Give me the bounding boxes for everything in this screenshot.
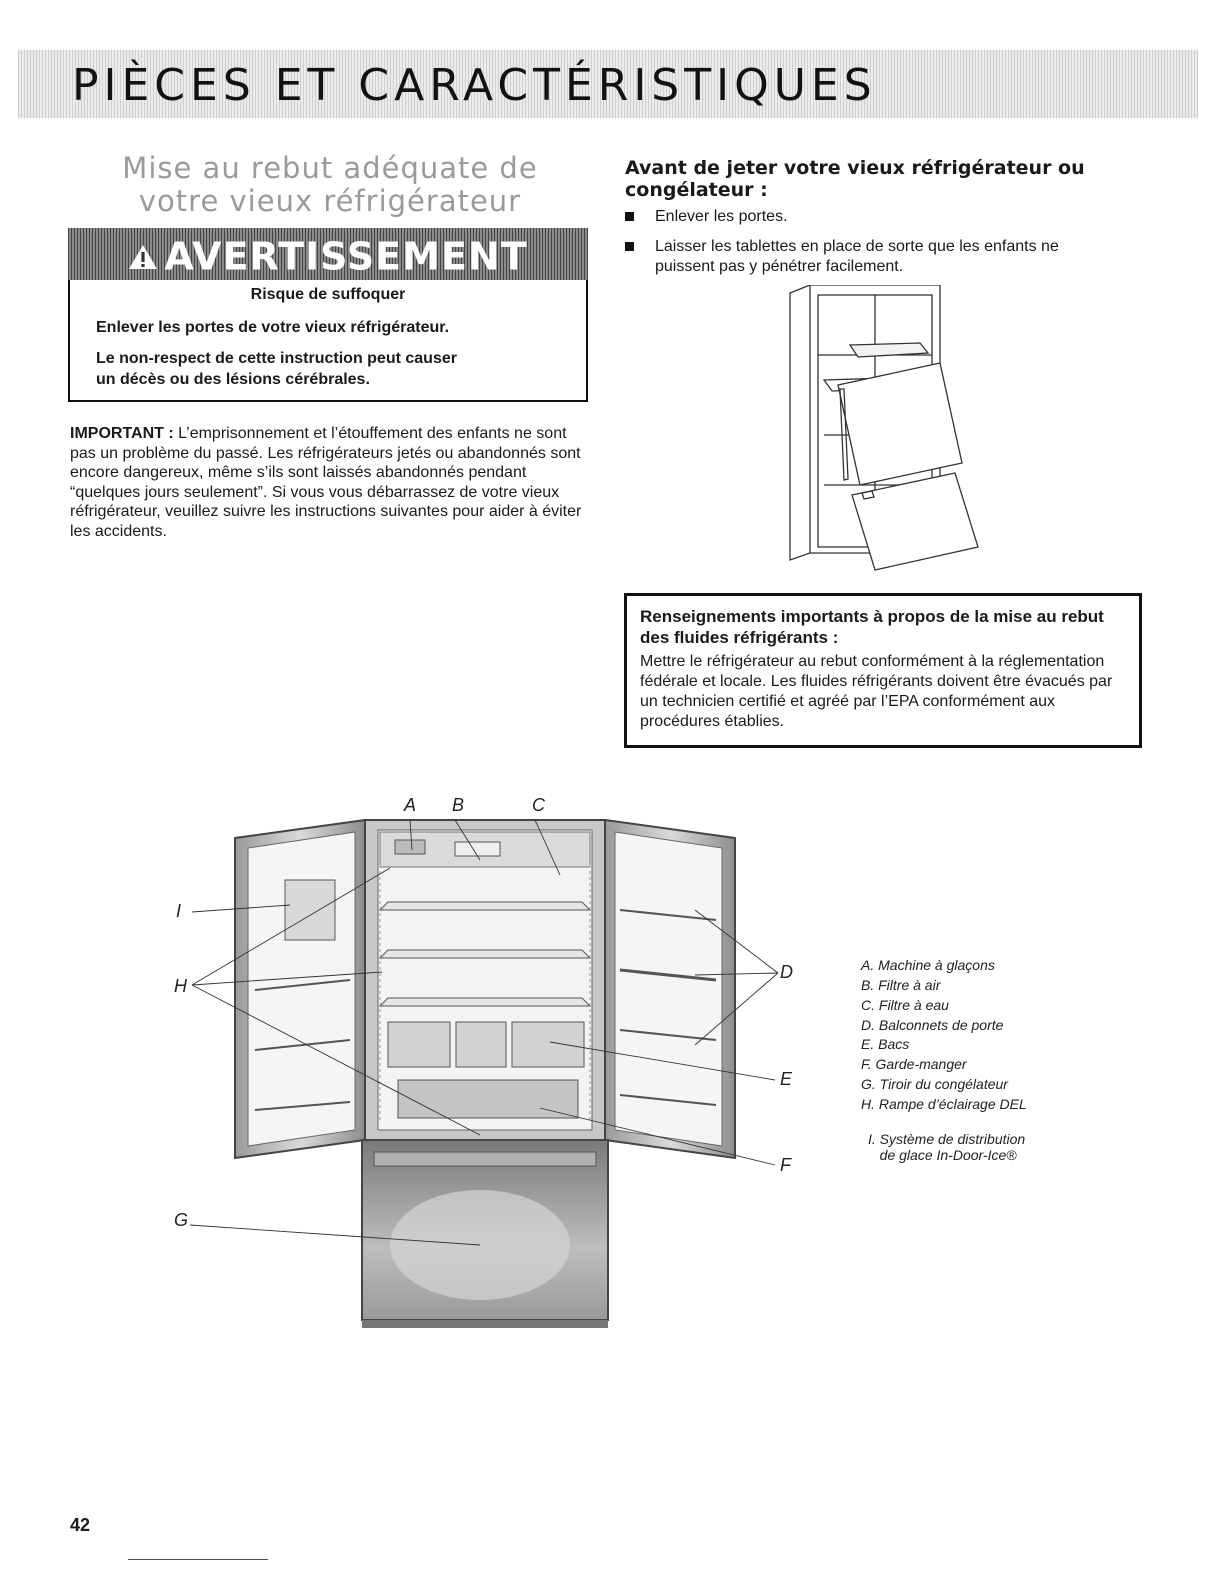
refrigerant-body: Mettre le réfrigérateur au rebut conformément à la réglementation fédérale et locale. Les fluides réfrigérants doivent être évacués par un technicien certifié et agréé par l’EPA conformément aux procédures établies. xyxy=(640,653,1113,730)
legend-item xyxy=(861,1017,1051,1033)
legend-letter: B. xyxy=(861,977,875,993)
legend-item xyxy=(861,957,1051,973)
legend-letter: F. xyxy=(861,1056,872,1072)
warning-consequence-1: Le non-respect de cette instruction peut causer xyxy=(96,350,457,367)
legend-text: Système de distribution de glace In-Door-Ice® xyxy=(879,1131,1026,1163)
refrigerator-parts-diagram xyxy=(150,790,830,1370)
before-disposal-heading: Avant de jeter votre vieux réfrigérateur ou congélateur : xyxy=(625,157,1085,201)
warning-header-label: AVERTISSEMENT xyxy=(164,234,528,279)
legend-text: Balconnets de porte xyxy=(878,1017,1004,1033)
legend-text: Rampe d’éclairage DEL xyxy=(878,1096,1027,1112)
legend-item xyxy=(861,1056,1051,1072)
legend-letter: D. xyxy=(861,1017,875,1033)
section-title-line-2: votre vieux réfrigérateur xyxy=(138,184,522,218)
page-title: PIÈCES ET CARACTÉRISTIQUES xyxy=(72,60,877,111)
legend-letter: E. xyxy=(861,1036,875,1052)
callout-f: F xyxy=(780,1155,791,1175)
bullet-text: Enlever les portes. xyxy=(655,208,788,225)
callout-c: C xyxy=(532,795,545,815)
warning-risk: Risque de suffoquer xyxy=(250,286,406,303)
callout-b: B xyxy=(452,795,465,815)
refrigerant-title: Renseignements importants à propos de la mise au rebut des fluides réfrigérants : xyxy=(640,607,1104,647)
callout-g: G xyxy=(174,1210,189,1230)
legend-item xyxy=(868,1131,1058,1163)
legend-text: Machine à glaçons xyxy=(878,957,995,973)
legend-letter: I. xyxy=(868,1131,876,1147)
section-title xyxy=(70,152,590,218)
legend-item xyxy=(861,1036,1051,1052)
warning-triangle-icon xyxy=(128,231,158,283)
legend-text: Filtre à air xyxy=(878,977,941,993)
doors-removed-illustration xyxy=(780,285,990,575)
footer-rule xyxy=(128,1559,268,1560)
legend-text: Garde-manger xyxy=(875,1056,967,1072)
legend-letter: C. xyxy=(861,997,875,1013)
legend-item xyxy=(861,977,1051,993)
callout-d: D xyxy=(780,962,793,982)
legend-text: Filtre à eau xyxy=(878,997,949,1013)
legend-item xyxy=(861,1076,1051,1092)
callout-h: H xyxy=(174,976,187,996)
callout-e: E xyxy=(780,1069,793,1089)
legend-item xyxy=(861,1096,1051,1112)
important-text: L’emprisonnement et l’étouffement des enfants ne sont pas un problème du passé. Les réfrigérateurs jetés ou abandonnés sont encore dangereux, même s’ils sont laissés abandonnés pendant “quelques jours seulement”. Si vous vous débarrassez de votre vieux réfrigérateur, veuillez suivre les instructions suivantes pour aider à éviter les accidents. xyxy=(70,425,582,540)
callout-a: A xyxy=(404,795,417,815)
legend-letter: A. xyxy=(861,957,875,973)
legend-letter: H. xyxy=(861,1096,875,1112)
callout-i: I xyxy=(176,901,182,921)
section-title-line-1: Mise au rebut adéquate de xyxy=(122,151,538,185)
bullet-square-icon xyxy=(625,242,634,251)
page-number: 42 xyxy=(70,1515,91,1535)
legend-item xyxy=(861,997,1051,1013)
bullet-square-icon xyxy=(625,212,634,221)
warning-consequence-2: un décès ou des lésions cérébrales. xyxy=(96,371,370,388)
bullet-text: Laisser les tablettes en place de sorte que les enfants ne puissent pas y pénétrer facilement. xyxy=(655,238,1059,275)
legend-letter: G. xyxy=(861,1076,876,1092)
legend-text: Bacs xyxy=(878,1036,910,1052)
warning-header xyxy=(68,228,588,280)
important-label: IMPORTANT : xyxy=(70,425,174,442)
important-paragraph xyxy=(70,424,590,542)
legend-text: Tiroir du congélateur xyxy=(879,1076,1008,1092)
warning-instruction: Enlever les portes de votre vieux réfrigérateur. xyxy=(96,319,450,336)
